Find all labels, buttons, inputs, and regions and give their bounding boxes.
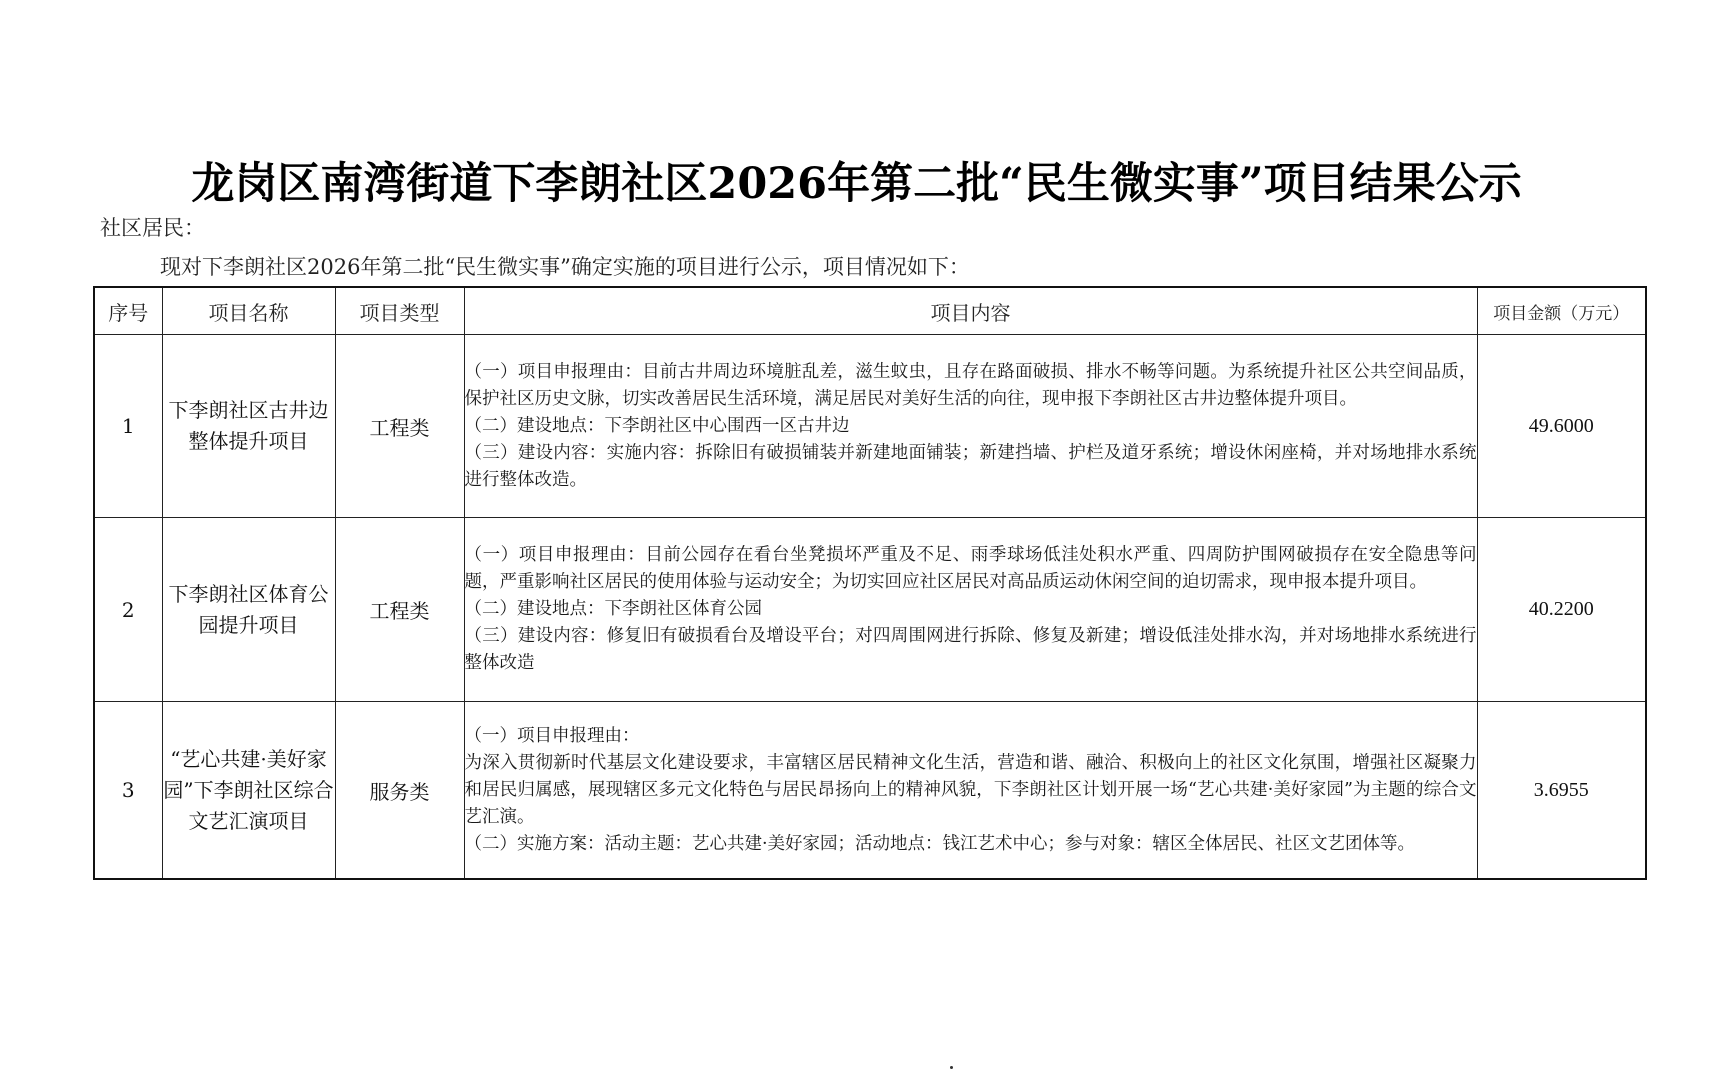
content-paragraph: （一）项目申报理由：目前古井周边环境脏乱差，滋生蚊虫，且存在路面破损、排水不畅等问题。为系统提升社区公共空间品质，保护社区历史文脉，切实改善居民生活环境，满足居民对美好生活的向往，现申报下李朗社区古井边整体提升项目。 [464, 361, 1477, 409]
content-paragraph: （一）项目申报理由：目前公园存在看台坐凳损坏严重及不足、雨季球场低洼处积水严重、四周防护围网破损存在安全隐患等问题，严重影响社区居民的使用体验与运动安全；为切实回应社区居民对高品质运动休闲空间的迫切需求，现申报本提升项目。 [464, 545, 1477, 592]
header-content: 项目内容 [464, 287, 1477, 335]
project-name: “艺心共建·美好家园”下李朗社区综合文艺汇演项目 [162, 702, 335, 880]
document-title: 龙岗区南湾街道下李朗社区2026年第二批“民生微实事”项目结果公示 [191, 159, 1522, 209]
project-results-table [93, 286, 1647, 880]
row-number: 3 [94, 702, 162, 880]
scan-speck [950, 1066, 953, 1069]
project-content [464, 702, 1477, 880]
row-number: 1 [94, 335, 162, 518]
table-row [94, 335, 1646, 518]
header-name: 项目名称 [162, 287, 335, 335]
content-paragraph: （三）建设内容：修复旧有破损看台及增设平台；对四周围网进行拆除、修复及新建；增设低洼处排水沟，并对场地排水系统进行整体改造 [464, 626, 1477, 673]
project-type: 工程类 [335, 518, 464, 702]
content-paragraph: 为深入贯彻新时代基层文化建设要求，丰富辖区居民精神文化生活，营造和谐、融洽、积极向上的社区文化氛围，增强社区凝聚力和居民归属感，展现辖区多元文化特色与居民昂扬向上的精神风貌，下李朗社区计划开展一场“艺心共建·美好家园”为主题的综合文艺汇演。 [464, 752, 1477, 827]
project-name: 下李朗社区体育公园提升项目 [162, 518, 335, 702]
project-name: 下李朗社区古井边整体提升项目 [162, 335, 335, 518]
project-content [464, 335, 1477, 518]
row-number: 2 [94, 518, 162, 702]
project-content [464, 518, 1477, 702]
project-type: 工程类 [335, 335, 464, 518]
project-amount: 40.2200 [1477, 518, 1646, 702]
header-no: 序号 [94, 287, 162, 335]
header-type: 项目类型 [335, 287, 464, 335]
project-type: 服务类 [335, 702, 464, 880]
table-header-row [94, 287, 1646, 335]
table-row [94, 702, 1646, 880]
project-amount: 49.6000 [1477, 335, 1646, 518]
header-amount: 项目金额（万元） [1477, 287, 1646, 335]
table-row [94, 518, 1646, 702]
content-paragraph: （二）建设地点：下李朗社区中心围西一区古井边 [464, 415, 850, 436]
content-paragraph: （二）实施方案：活动主题：艺心共建·美好家园；活动地点：钱江艺术中心；参与对象：辖区全体居民、社区文艺团体等。 [464, 833, 1416, 854]
salutation: 社区居民： [100, 216, 205, 240]
content-paragraph: （二）建设地点：下李朗社区体育公园 [464, 599, 762, 619]
project-amount: 3.6955 [1477, 702, 1646, 880]
content-paragraph: （三）建设内容：实施内容：拆除旧有破损铺装并新建地面铺装；新建挡墙、护栏及道牙系统；增设休闲座椅，并对场地排水系统进行整体改造。 [464, 442, 1477, 490]
intro-paragraph: 现对下李朗社区2026年第二批“民生微实事”确定实施的项目进行公示，项目情况如下： [160, 255, 970, 279]
content-paragraph: （一）项目申报理由： [464, 725, 640, 746]
